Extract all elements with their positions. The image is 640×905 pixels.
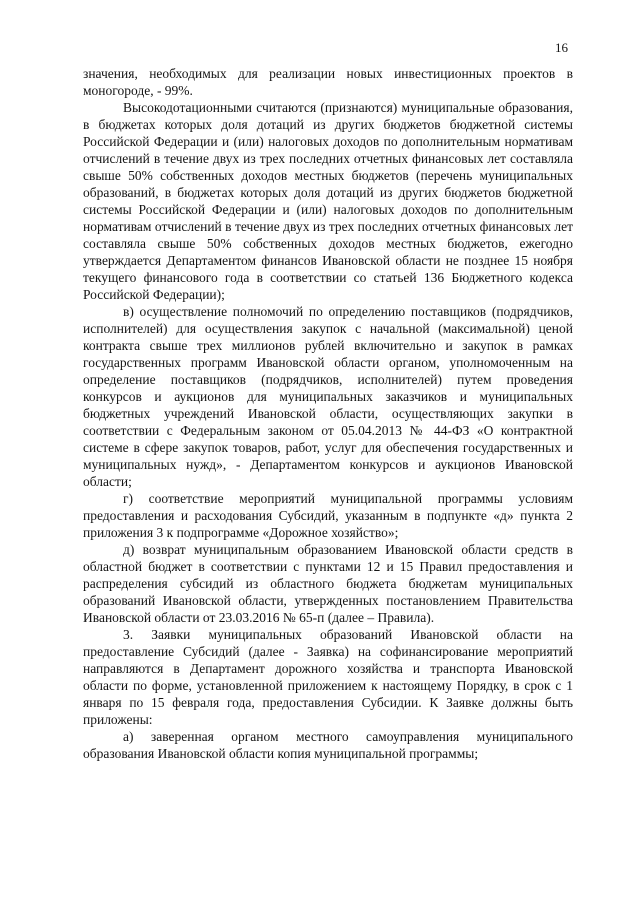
document-body <box>83 65 573 762</box>
paragraph-item-v: в) осуществление полномочий по определению поставщиков (подрядчиков, исполнителей) для осуществления закупок с начальной (максимальной) ценой контракта свыше трех миллионов рублей включительно и закупок в рамках государственных программ Ивановской области органом, уполномоченным на определение поставщиков (подрядчиков, исполнителей) путем проведения конкурсов и аукционов для муниципальных заказчиков и муниципальных бюджетных учреждений Ивановской области, осуществляющих закупки в соответствии с Федеральным законом от 05.04.2013 № 44-ФЗ «О контрактной системе в сфере закупок товаров, работ, услуг для обеспечения государственных и муниципальных нужд», - Департаментом конкурсов и аукционов Ивановской области; <box>83 304 573 489</box>
paragraph-section-3: 3. Заявки муниципальных образований Ивановской области на предоставление Субсидий (далее - Заявка) на софинансирование мероприятий направляются в Департамент дорожного хозяйства и транспорта Ивановской области по форме, установленной приложением к настоящему Порядку, в срок с 1 января по 15 февраля года, предоставления Субсидии. К Заявке должны быть приложены: <box>83 627 573 727</box>
paragraph-item-d: д) возврат муниципальным образованием Ивановской области средств в областной бюджет в соответствии с пунктами 12 и 15 Правил предоставления и распределения субсидий из областного бюджета бюджетам муниципальных образований Ивановской области, утвержденных постановлением Правительства Ивановской области от 23.03.2016 № 65-п (далее – Правила). <box>83 542 573 625</box>
paragraph-continuation: значения, необходимых для реализации новых инвестиционных проектов в моногороде, - 99%. <box>83 66 573 98</box>
paragraph-item-g: г) соответствие мероприятий муниципальной программы условиям предоставления и расходования Субсидий, указанным в подпункте «д» пункта 2 приложения 3 к подпрограмме «Дорожное хозяйство»; <box>83 491 573 540</box>
paragraph-item-a: а) заверенная органом местного самоуправления муниципального образования Ивановской области копия муниципальной программы; <box>83 729 573 761</box>
paragraph-high-subsidy-definition: Высокодотационными считаются (признаются) муниципальные образования, в бюджетах которых доля дотаций из других бюджетов бюджетной системы Российской Федерации и (или) налоговых доходов по дополнительным нормативам отчислений в течение двух из трех последних отчетных финансовых лет составляла свыше 50% собственных доходов местных бюджетов (перечень муниципальных образований, в бюджетах которых доля дотаций из других бюджетов бюджетной системы Российской Федерации и (или) налоговых доходов по дополнительным нормативам отчислений в течение двух из трех последних отчетных финансовых лет составляла свыше 50% собственных доходов местных бюджетов, ежегодно утверждается Департаментом финансов Ивановской области не позднее 15 ноября текущего финансового года в соответствии со статьей 136 Бюджетного кодекса Российской Федерации); <box>83 100 573 302</box>
page-number: 16 <box>555 40 568 55</box>
